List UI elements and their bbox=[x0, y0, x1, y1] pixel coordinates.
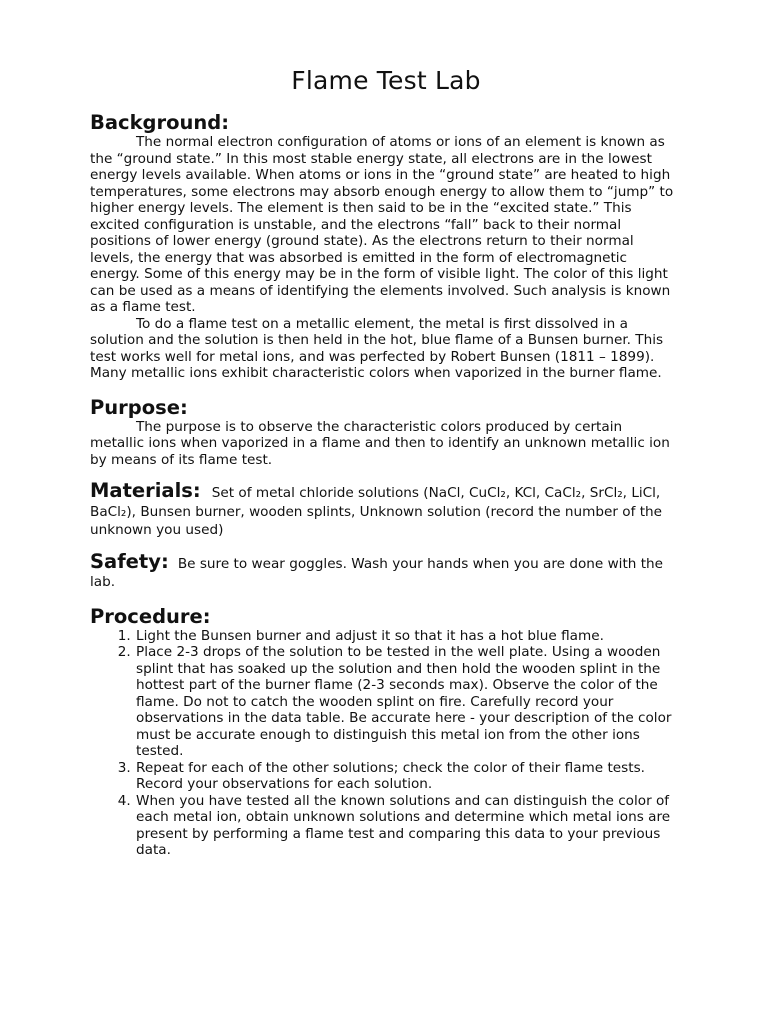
materials-text: Set of metal chloride solutions (NaCl, CuCl₂, KCl, CaCl₂, SrCl₂, LiCl, BaCl₂), Bunsen burner, wooden splints, Unknown solution (record the number of the unknown you used) bbox=[90, 485, 663, 538]
background-paragraph-1: The normal electron configuration of atoms or ions of an element is known as the “ground state.” In this most stable energy state, all electrons are in the lowest energy levels available. When atoms or ions in the “ground state” are heated to high temperatures, some electrons may absorb enough energy to allow them to “jump” to higher energy levels. The element is then said to be in the “excited state.” This excited configuration is unstable, and the electrons “fall” back to their normal positions of lower energy (ground state). As the electrons return to their normal levels, the energy that was absorbed is emitted in the form of electromagnetic energy. Some of this energy may be in the form of visible light. The color of this light can be used as a means of identifying the elements involved. Such analysis is known as a flame test. bbox=[90, 134, 674, 315]
background-section bbox=[90, 111, 680, 382]
background-heading: Background: bbox=[90, 111, 230, 134]
procedure-step: 4. When you have tested all the known solutions and can distinguish the color of each metal ion, obtain unknown solutions and determine which metal ions are present by performing a flame test and comparing this data to your previous data. bbox=[135, 793, 680, 859]
purpose-heading: Purpose: bbox=[90, 395, 188, 419]
procedure-heading: Procedure: bbox=[90, 604, 211, 628]
procedure-section bbox=[90, 605, 680, 859]
purpose-text: The purpose is to observe the characteristic colors produced by certain metallic ions when vaporized in a flame and then to identify an unknown metallic ion by means of its flame test. bbox=[90, 418, 670, 468]
materials-section bbox=[90, 479, 680, 539]
page-title: Flame Test Lab bbox=[291, 66, 481, 95]
document-page bbox=[90, 66, 680, 873]
procedure-step: 2. Place 2-3 drops of the solution to be tested in the well plate. Using a wooden splint that has soaked up the solution and then hold the wooden splint in the hottest part of the burner flame (2-3 seconds max). Observe the color of the flame. Do not to catch the wooden splint on fire. Carefully record your observations in the data table. Be accurate here - your description of the color must be accurate enough to distinguish this metal ion from the other ions tested. bbox=[135, 644, 680, 760]
safety-heading: Safety: bbox=[90, 549, 169, 573]
procedure-step: 1. Light the Bunsen burner and adjust it so that it has a hot blue flame. bbox=[135, 628, 680, 645]
purpose-section bbox=[90, 396, 680, 469]
procedure-step: 3. Repeat for each of the other solutions; check the color of their flame tests. Record your observations for each solution. bbox=[135, 760, 680, 793]
background-paragraph-2: To do a flame test on a metallic element, the metal is first dissolved in a solution and the solution is then held in the hot, blue flame of a Bunsen burner. This test works well for metal ions, and was perfected by Robert Bunsen (1811 – 1899). Many metallic ions exhibit characteristic colors when vaporized in the burner flame. bbox=[90, 315, 664, 381]
safety-section bbox=[90, 549, 680, 591]
procedure-list bbox=[90, 628, 680, 859]
safety-text: Be sure to wear goggles. Wash your hands when you are done with the lab. bbox=[90, 555, 664, 590]
materials-heading: Materials: bbox=[90, 479, 201, 502]
